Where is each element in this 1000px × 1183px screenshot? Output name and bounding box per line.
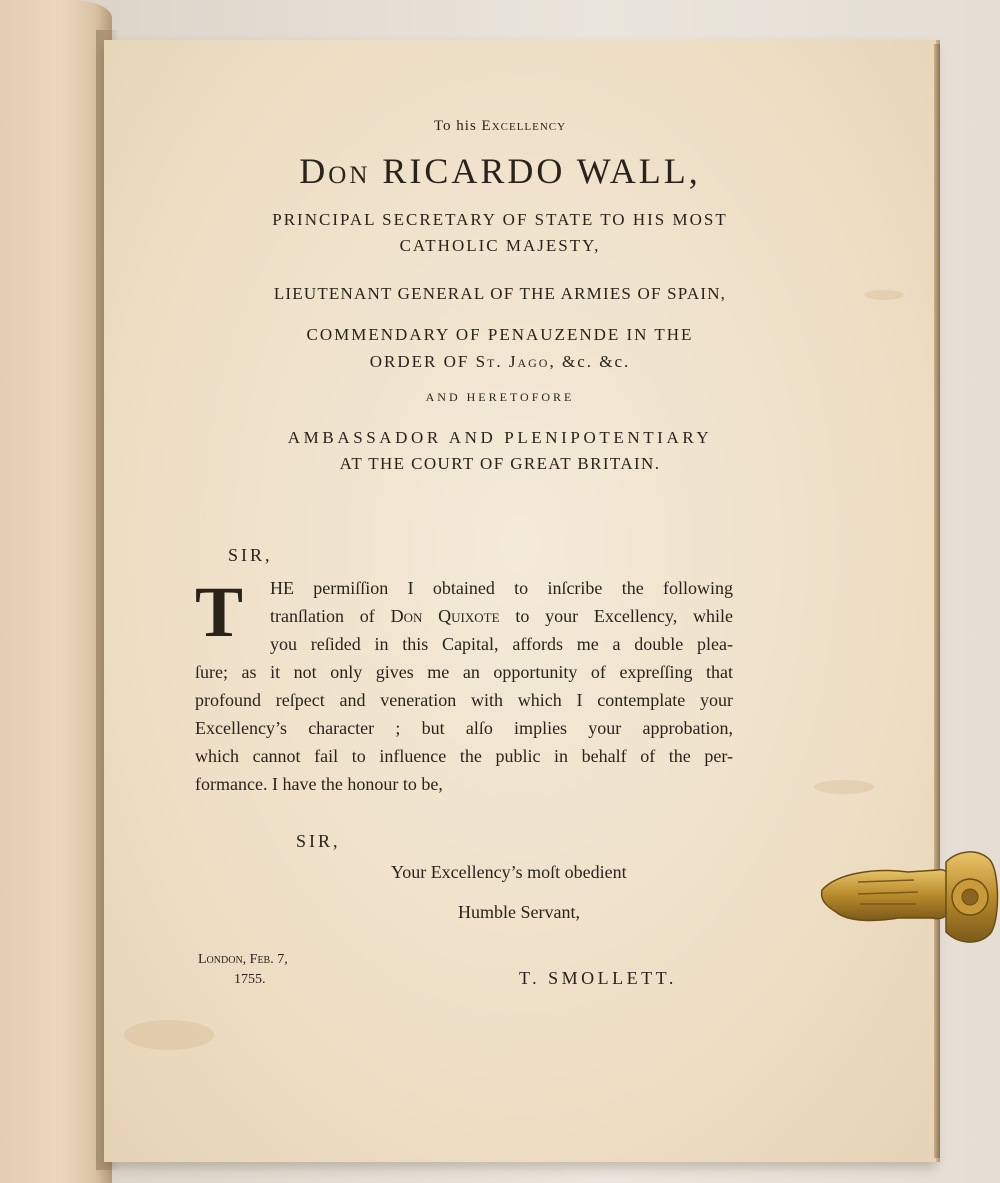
body-line-4: ſure; as it not only gives me an opportunity of expreſſing that bbox=[195, 662, 733, 682]
place-date: London, Feb. 7, bbox=[198, 952, 288, 967]
stain bbox=[124, 1020, 214, 1050]
title-line-5 bbox=[0, 352, 1000, 372]
year: 1755. bbox=[234, 972, 266, 987]
body-line-2 bbox=[270, 606, 733, 627]
excellency-text: Excellency bbox=[481, 118, 567, 134]
etc-text: , &c. &c. bbox=[549, 352, 631, 371]
salutation: SIR, bbox=[228, 545, 273, 565]
title-line-4: COMMENDARY OF PENAUZENDE IN THE bbox=[306, 325, 694, 344]
dedication-to-line bbox=[0, 118, 1000, 135]
to-his-text: To his bbox=[433, 118, 477, 134]
don-quixote-text: Don Quixote bbox=[390, 606, 500, 626]
body-line-3: you reſided in this Capital, affords me a double plea- bbox=[270, 634, 733, 654]
dedicatee-name bbox=[0, 150, 1000, 192]
title-line-3: LIEUTENANT GENERAL OF THE ARMIES OF SPAIN, bbox=[273, 284, 727, 303]
title-line-1: PRINCIPAL SECRETARY OF STATE TO HIS MOST bbox=[272, 210, 728, 229]
brass-hand-clasp-icon bbox=[818, 842, 1000, 952]
signature: T. SMOLLETT. bbox=[519, 968, 677, 988]
body-line-2-end: to your Excellency, while bbox=[515, 606, 733, 626]
title-line-7: AMBASSADOR AND PLENIPOTENTIARY bbox=[287, 428, 713, 447]
st-jago-text: St. Jago bbox=[475, 352, 550, 371]
body-line-1: HE permiſſion I obtained to inſcribe the following bbox=[270, 578, 733, 598]
title-line-2: CATHOLIC MAJESTY, bbox=[399, 236, 601, 255]
title-line-6: AND HERETOFORE bbox=[425, 390, 575, 404]
closing-salutation: SIR, bbox=[296, 831, 341, 851]
body-line-7: which cannot fail to influence the public in behalf of the per- bbox=[195, 746, 733, 766]
name-don: Don bbox=[299, 151, 371, 191]
body-line-5: profound reſpect and veneration with which I contemplate your bbox=[195, 690, 733, 710]
stain bbox=[814, 780, 874, 794]
body-line-8: formance. I have the honour to be, bbox=[195, 774, 443, 794]
closing-line-2: Humble Servant, bbox=[458, 902, 580, 922]
name-rest: RICARDO WALL, bbox=[382, 151, 701, 191]
title-line-8: AT THE COURT OF GREAT BRITAIN. bbox=[339, 454, 661, 473]
body-line-6: Excellency’s character ; but alſo implies your approbation, bbox=[195, 718, 733, 738]
drop-cap: T bbox=[195, 572, 244, 652]
order-of-text: ORDER OF bbox=[369, 352, 470, 371]
body-line-2-start: tranſlation of bbox=[270, 606, 375, 626]
closing-line-1: Your Excellency’s moſt obedient bbox=[391, 862, 627, 882]
